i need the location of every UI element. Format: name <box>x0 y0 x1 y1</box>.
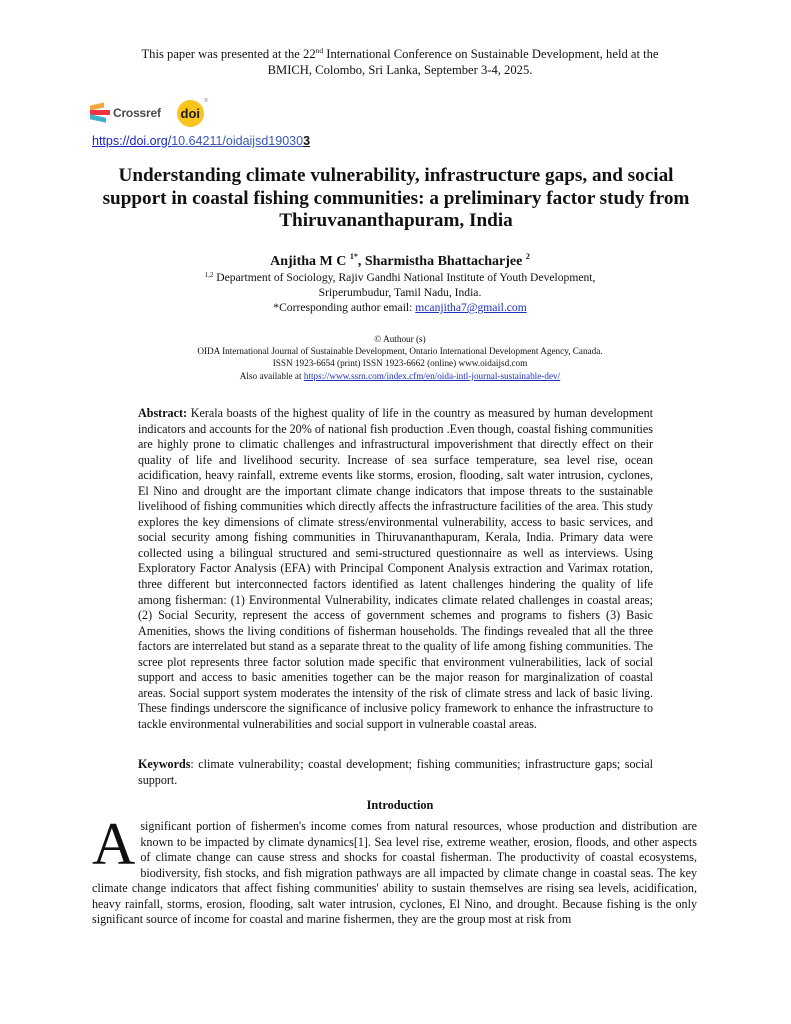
crossref-logo-icon <box>90 103 110 123</box>
keywords <box>138 757 653 788</box>
introduction-text: significant portion of fishermen's income comes from natural resources, whose production and distribution are known to be impacted by climate dynamics[1]. Sea level rise, extreme weather, erosion, floods, and other aspects of climate change can cause stress and shocks for coastal fisherman. The productivity of coastal ecosystems, biodiversity, fish stocks, and fish migration pathways are all impacted by climate change in coastal seas. The key climate change indicators that affect fishing communities' ability to sustain themselves are rising sea levels, acidification, heavy rainfall, storms, erosion, flooding, salt water intrusion, cyclones, El Nino, and drought. Because fishing is the only significant source of income for coastal and marine fishermen, they are the group most at risk from <box>92 819 697 926</box>
conference-note-prefix: This paper was presented at the 22 <box>141 47 316 61</box>
doi-link[interactable] <box>92 134 310 148</box>
corresponding-email-link[interactable]: mcanjitha7@gmail.com <box>415 301 527 314</box>
abstract-text: Kerala boasts of the highest quality of life in the country as measured by human development indicators and accounts for the 20% of national fish production .Even though, coastal fishing communities are highly prone to climatic challenges and infrastructural impoverishment that directly effect on their quality of life and livelihood security. Increase of sea surface temperature, sea level rise, ocean acidification, heavy rainfall, extreme events like storms, erosion, flooding, salt water intrusion, cyclones, El Nino and drought are the important climate change indicators that impose threats to the sustainable livelihood of fishing communities which directly affects the infrastructure facilities of the area. This study explores the key dimensions of climate stress/environmental vulnerability, access to basic services, and social security among fishing communities in Thiruvananthapuram, Kerala, India. Primary data were collected using a bilingual structured and semi-structured questionnaire as well as interviews. Using Exploratory Factor Analysis (EFA) with Principal Component Analysis extraction and Varimax rotation, three different but interconnected factors identified as latent challenges hindering the quality of life among fisherman: (1) Environmental Vulnerability, indicates climate related challenges in coastal areas; (2) Social Security, represent the access of government schemes and programs to fishers (3) Basic Amenities, shows the living conditions of fisherman households. The findings revealed that all the three factors are interrelated but stand as a separate threat to the quality of life among fishing communities. The scree plot represents three factor solution made specific that environment vulnerabilities, lack of social support and access to basic amenities together can be the major reason for marginalization of coastal areas. Social support system moderates the intensity of the risk of climate stress and lack of basic living. These findings underscore the significance of inclusive policy framework to enhance the infrastructure to tackle environmental vulnerabilities and social support in vulnerable coastal areas. <box>138 406 653 731</box>
abstract-label: Abstract: <box>138 406 188 420</box>
affiliation-marks: 1,2 <box>204 271 214 279</box>
registered-mark: ® <box>204 97 208 104</box>
ssrn-link[interactable]: https://www.ssrn.com/index.cfm/en/oida-intl-journal-sustainable-dev/ <box>303 370 561 381</box>
crossref-label: Crossref <box>113 106 161 120</box>
journal-name-line: OIDA International Journal of Sustainable Development, Ontario International Development Agency, Canada. <box>197 346 603 357</box>
abstract <box>138 406 653 732</box>
introduction-body <box>92 811 697 928</box>
conference-note <box>100 46 700 78</box>
affiliation-line1: Department of Sociology, Rajiv Gandhi National Institute of Youth Development, <box>213 271 596 284</box>
author-2: Sharmistha Bhattacharjee <box>364 254 526 269</box>
journal-info <box>140 333 660 382</box>
publisher-logos <box>90 97 208 128</box>
doi-link-last-char: 3 <box>303 134 311 148</box>
doi-label: doi <box>180 105 201 121</box>
doi-link-host: https://doi.org/ <box>92 134 172 148</box>
conference-note-line2: BMICH, Colombo, Sri Lanka, September 3-4, 2025. <box>267 63 533 77</box>
introduction-heading: Introduction <box>366 798 434 812</box>
availability-label: Also available at <box>239 370 304 381</box>
drop-cap: A <box>92 811 136 877</box>
affiliation-line2: Sriperumbudur, Tamil Nadu, India. <box>318 286 482 299</box>
author-2-affil-mark: 2 <box>525 252 530 261</box>
crossref-logo[interactable] <box>90 103 161 123</box>
author-separator: , <box>357 254 365 269</box>
keywords-label: Keywords <box>138 757 191 771</box>
corresponding-email-label: *Corresponding author email: <box>273 301 416 314</box>
conference-note-line1: International Conference on Sustainable Development, held at the <box>323 47 659 61</box>
paper-title: Understanding climate vulnerability, infrastructure gaps, and social support in coastal fishing communities: a preliminary factor study from Thiruvananthapuram, India <box>102 165 690 231</box>
ordinal-superscript: nd <box>315 46 324 55</box>
copyright-line: © Authour (s) <box>374 334 426 344</box>
affiliation <box>120 270 680 315</box>
doi-badge-icon[interactable] <box>177 97 208 127</box>
author-1: Anjitha M C <box>270 254 350 269</box>
availability-line <box>140 370 660 382</box>
author-list <box>100 253 700 270</box>
doi-link-path: 10.64211/oidaijsd19030 <box>171 134 304 148</box>
keywords-text: : climate vulnerability; coastal development; fishing communities; infrastructure gaps; social support. <box>138 757 653 787</box>
issn-line: ISSN 1923-6654 (print) ISSN 1923-6662 (online) www.oidaijsd.com <box>272 358 528 369</box>
author-1-affil-mark: 1* <box>349 252 358 261</box>
